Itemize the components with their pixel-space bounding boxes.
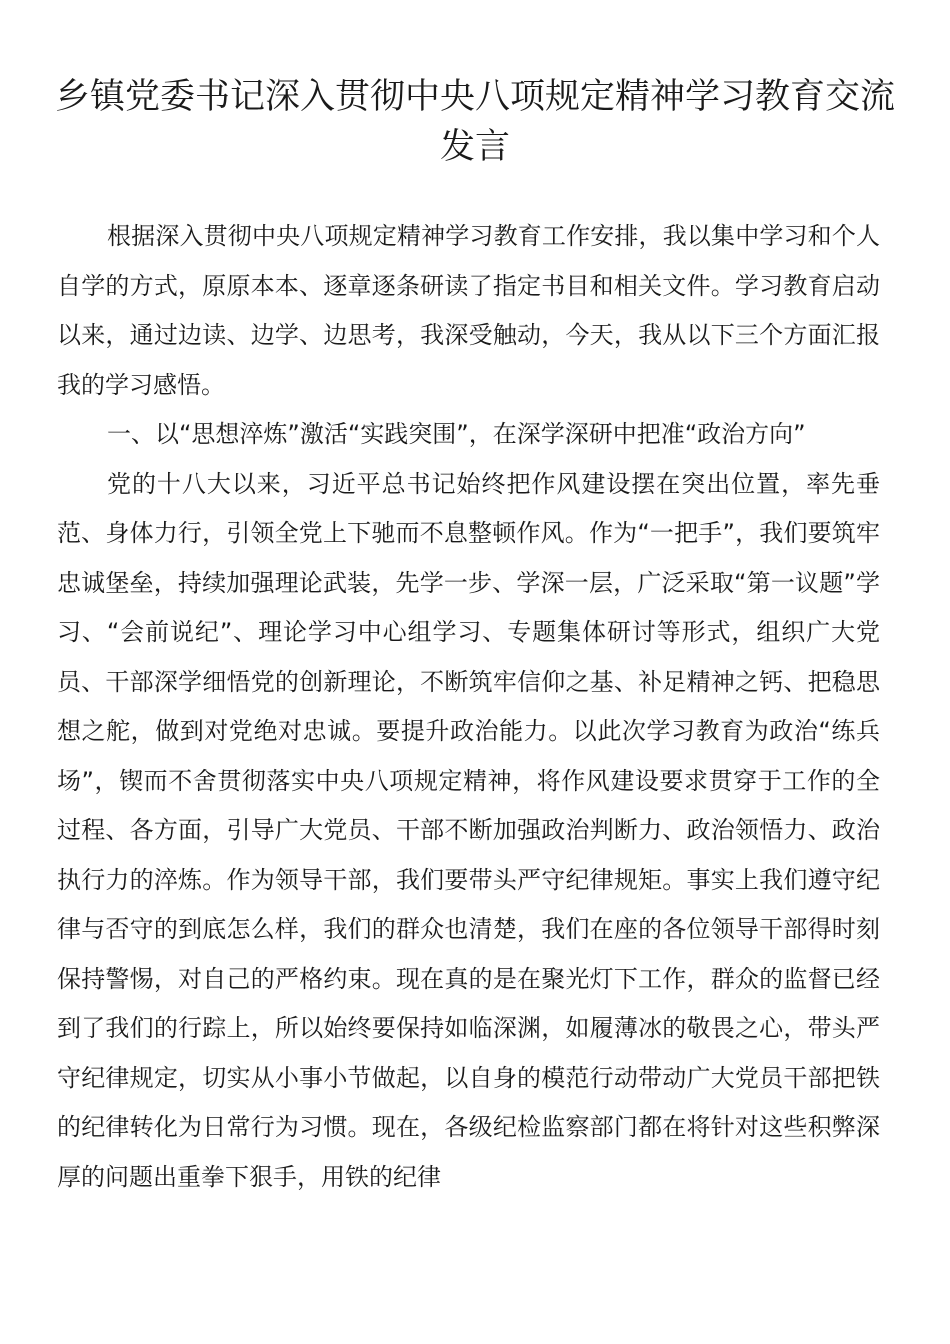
paragraph-section-1: 党的十八大以来，习近平总书记始终把作风建设摆在突出位置，率先垂范、身体力行，引领全党上下驰而不息整顿作风。作为“一把手”，我们要筑牢忠诚堡垒，持续加强理论武装，先学一步、学深一层，广泛采取“第一议题”学习、“会前说纪”、理论学习中心组学习、专题集体研讨等形式，组织广大党员、干部深学细悟党的创新理论，不断筑牢信仰之基、补足精神之钙、把稳思想之舵，做到对党绝对忠诚。要提升政治能力。以此次学习教育为政治“练兵场”，锲而不舍贯彻落实中央八项规定精神，将作风建设要求贯穿于工作的全过程、各方面，引导广大党员、干部不断加强政治判断力、政治领悟力、政治执行力的淬炼。作为领导干部，我们要带头严守纪律规矩。事实上我们遵守纪律与否守的到底怎么样，我们的群众也清楚，我们在座的各位领导干部得时刻保持警惕，对自己的严格约束。现在真的是在聚光灯下工作，群众的监督已经到了我们的行踪上，所以始终要保持如临深渊，如履薄冰的敬畏之心，带头严守纪律规定，切实从小事小节做起，以自身的模范行动带动广大党员干部把铁的纪律转化为日常行为习惯。现在，各级纪检监察部门都在将针对这些积弊深厚的问题出重拳下狠手，用铁的纪律 <box>57 469 880 1191</box>
document-body <box>57 212 880 1202</box>
document-title: 乡镇党委书记深入贯彻中央八项规定精神学习教育交流发言 <box>54 77 895 167</box>
section-heading-1: 一、以“思想淬炼”激活“实践突围”，在深学深研中把准“政治方向” <box>107 420 806 448</box>
paragraph-intro: 根据深入贯彻中央八项规定精神学习教育工作安排，我以集中学习和个人自学的方式，原原本本、逐章逐条研读了指定书目和相关文件。学习教育启动以来，通过边读、边学、边思考，我深受触动，今天，我从以下三个方面汇报我的学习感悟。 <box>57 222 880 399</box>
